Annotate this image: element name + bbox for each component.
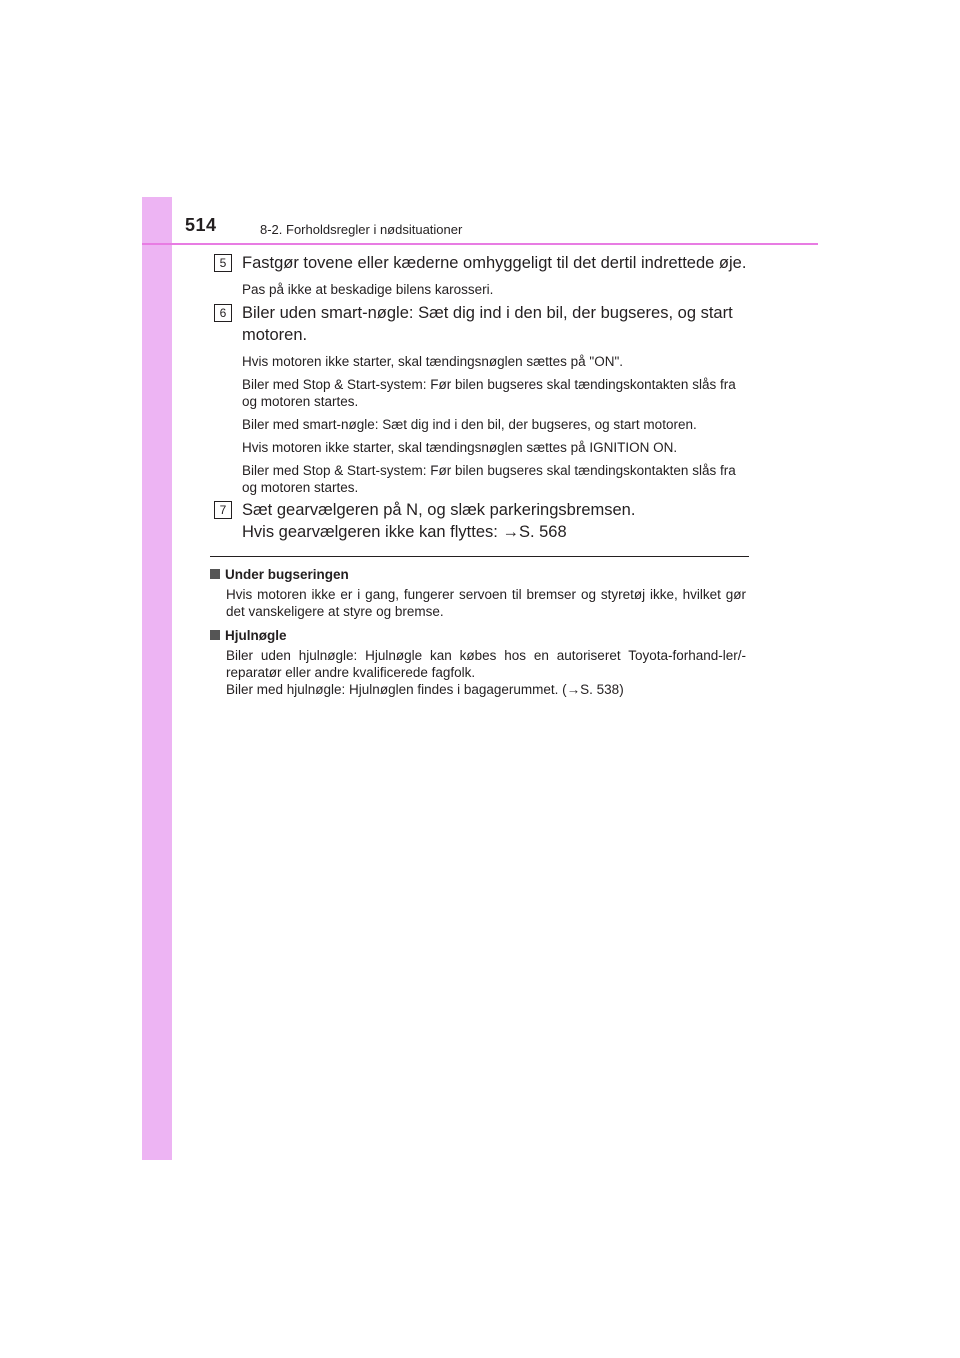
info-body: Biler uden hjulnøgle: Hjulnøgle kan købes hos en autoriseret Toyota-forhand-ler/-reparatør eller andre kvalificerede fagfolk. <box>226 648 746 680</box>
square-bullet-icon <box>210 630 220 640</box>
info-body: Biler med hjulnøgle: Hjulnøglen findes i bagagerummet. (→S. 538) <box>226 682 624 697</box>
info-heading <box>210 566 349 583</box>
step-instruction: Sæt gearvælgeren på N, og slæk parkeringsbremsen. <box>242 501 636 519</box>
step-note: Biler med Stop & Start-system: Før bilen bugseres skal tændingskontakten slås fra og motoren startes. <box>242 463 736 495</box>
step-note: Biler med smart-nøgle: Sæt dig ind i den bil, der bugseres, og start motoren. <box>242 417 697 432</box>
step-instruction: Biler uden smart-nøgle: Sæt dig ind i den bil, der bugseres, og start motoren. <box>242 304 733 344</box>
step-instruction-reference: Hvis gearvælgeren ikke kan flyttes: →S. 568 <box>242 523 567 541</box>
step-note: Pas på ikke at beskadige bilens karosseri. <box>242 282 494 297</box>
info-heading-text: Hjulnøgle <box>225 628 287 643</box>
page-number: 514 <box>185 215 217 235</box>
info-body: Hvis motoren ikke er i gang, fungerer servoen til bremser og styretøj ikke, hvilket gør det vanskeligere at styre og bremse. <box>226 587 746 619</box>
step-number-badge: 7 <box>214 501 232 519</box>
step-note: Hvis motoren ikke starter, skal tændingsnøglen sættes på "ON". <box>242 354 623 369</box>
chapter-sidebar-tab <box>142 197 172 1160</box>
square-bullet-icon <box>210 569 220 579</box>
step-number-badge: 6 <box>214 304 232 322</box>
info-heading <box>210 627 287 644</box>
info-heading-text: Under bugseringen <box>225 567 349 582</box>
section-divider <box>210 556 749 557</box>
chapter-title: 8-2. Forholdsregler i nødsituationer <box>260 222 463 237</box>
step-note: Hvis motoren ikke starter, skal tændingsnøglen sættes på IGNITION ON. <box>242 440 678 455</box>
header-divider <box>142 243 818 245</box>
step-instruction: Fastgør tovene eller kæderne omhyggeligt til det dertil indrettede øje. <box>242 254 747 272</box>
step-number-badge: 5 <box>214 254 232 272</box>
step-note: Biler med Stop & Start-system: Før bilen bugseres skal tændingskontakten slås fra og motoren startes. <box>242 377 736 409</box>
